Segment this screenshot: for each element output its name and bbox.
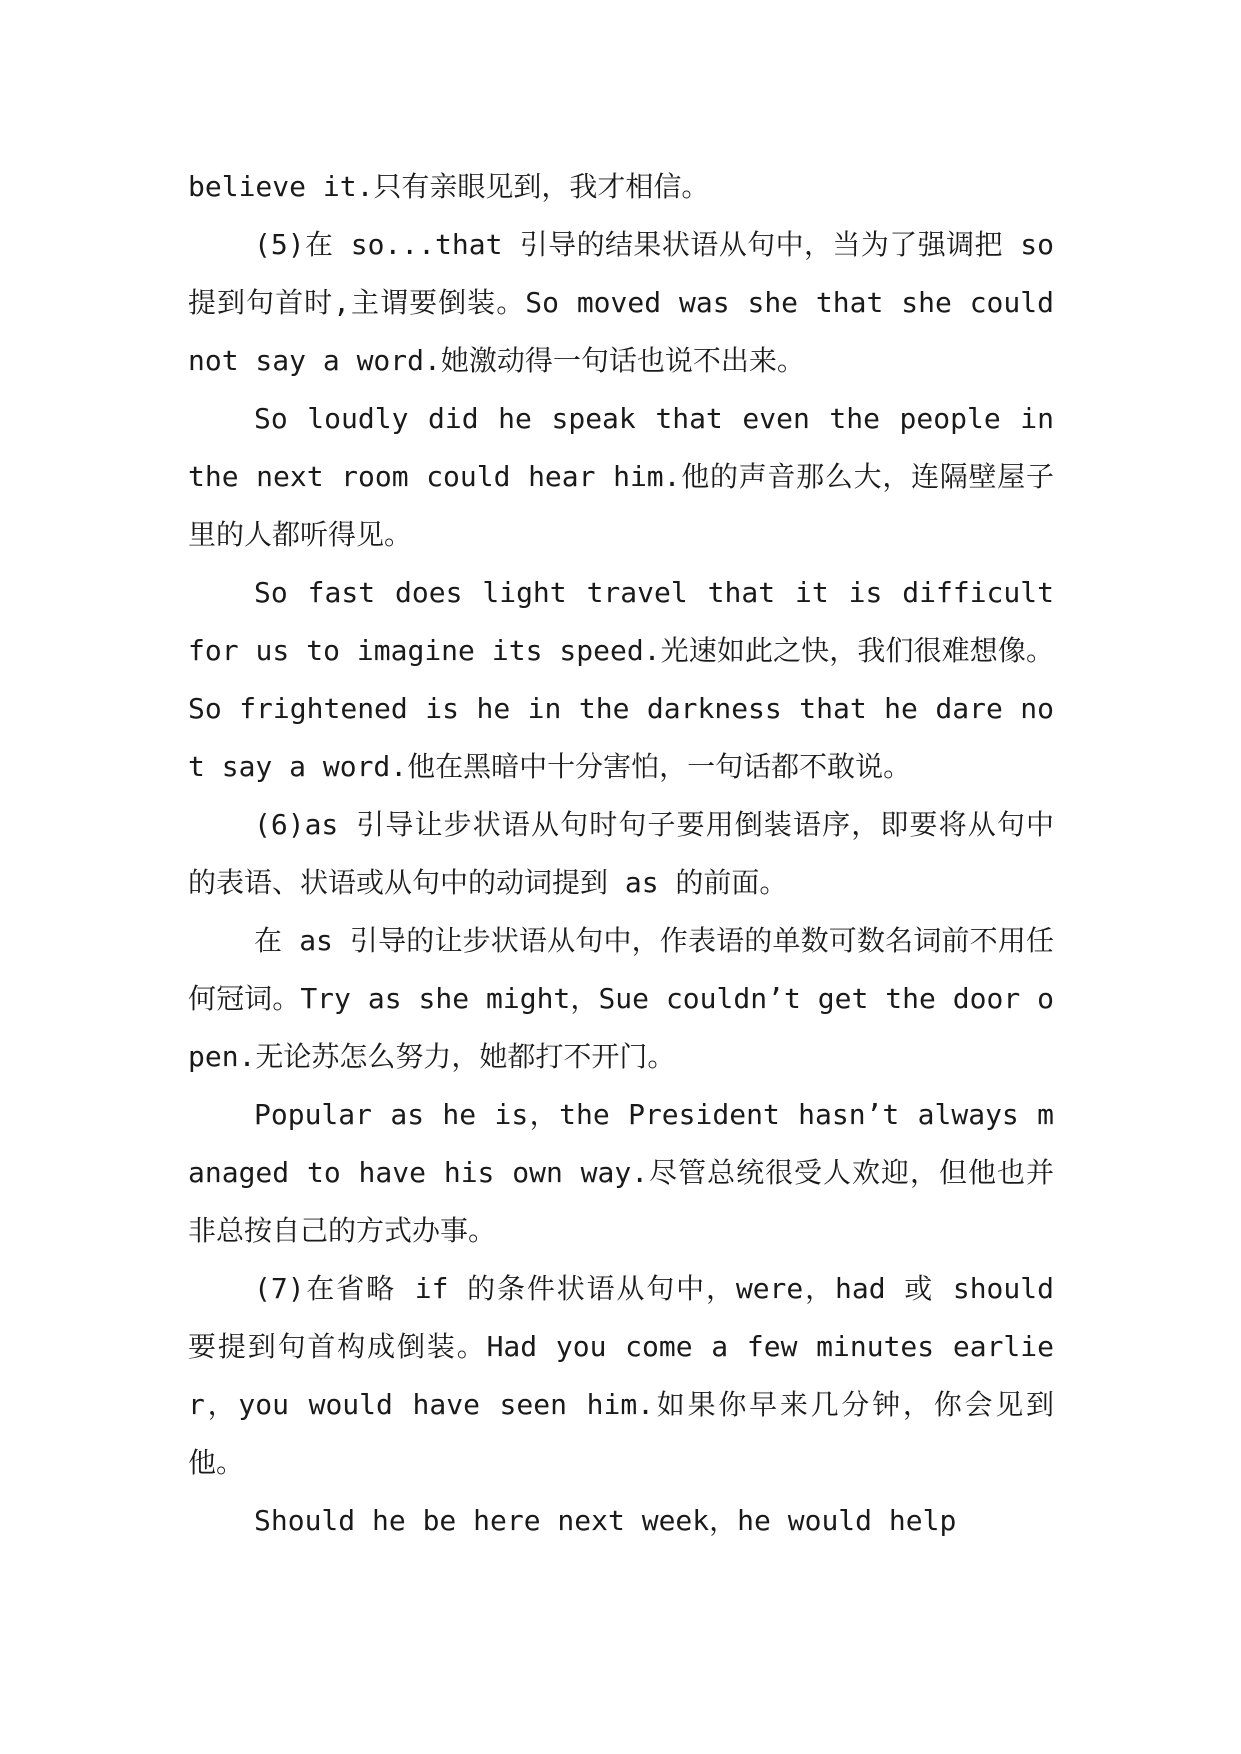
paragraph-example-popular: Popular as he is，the President hasn’t always managed to have his own way.尽管总统很受人欢迎，但他也并非总按自己的方式办事。 bbox=[188, 1098, 1054, 1247]
paragraph-example-should: Should he be here next week，he would help bbox=[254, 1504, 957, 1537]
paragraph-rule-6: (6)as 引导让步状语从句时句子要用倒装语序，即要将从句中的表语、状语或从句中的动词提到 as 的前面。 bbox=[188, 808, 1054, 899]
paragraph-rule-5: (5)在 so...that 引导的结果状语从句中，当为了强调把 so 提到句首时,主谓要倒装。So moved was she that she could not say a word.她激动得一句话也说不出来。 bbox=[188, 228, 1054, 377]
paragraph-rule-6-note: 在 as 引导的让步状语从句中，作表语的单数可数名词前不用任何冠词。Try as she might，Sue couldn’t get the door open.无论苏怎么努力，她都打不开门。 bbox=[188, 924, 1054, 1073]
document-page bbox=[188, 158, 1054, 1550]
paragraph-example-loudly: So loudly did he speak that even the people in the next room could hear him.他的声音那么大，连隔壁屋子里的人都听得见。 bbox=[188, 402, 1054, 551]
paragraph-example-fast: So fast does light travel that it is difficult for us to imagine its speed.光速如此之快，我们很难想像。So frightened is he in the darkness that he dare not say a word.他在黑暗中十分害怕，一句话都不敢说。 bbox=[188, 576, 1054, 783]
paragraph-continuation: believe it.只有亲眼见到，我才相信。 bbox=[188, 170, 710, 203]
paragraph-rule-7: (7)在省略 if 的条件状语从句中，were，had 或 should 要提到句首构成倒装。Had you come a few minutes earlier，you would have seen him.如果你早来几分钟，你会见到他。 bbox=[188, 1272, 1054, 1479]
